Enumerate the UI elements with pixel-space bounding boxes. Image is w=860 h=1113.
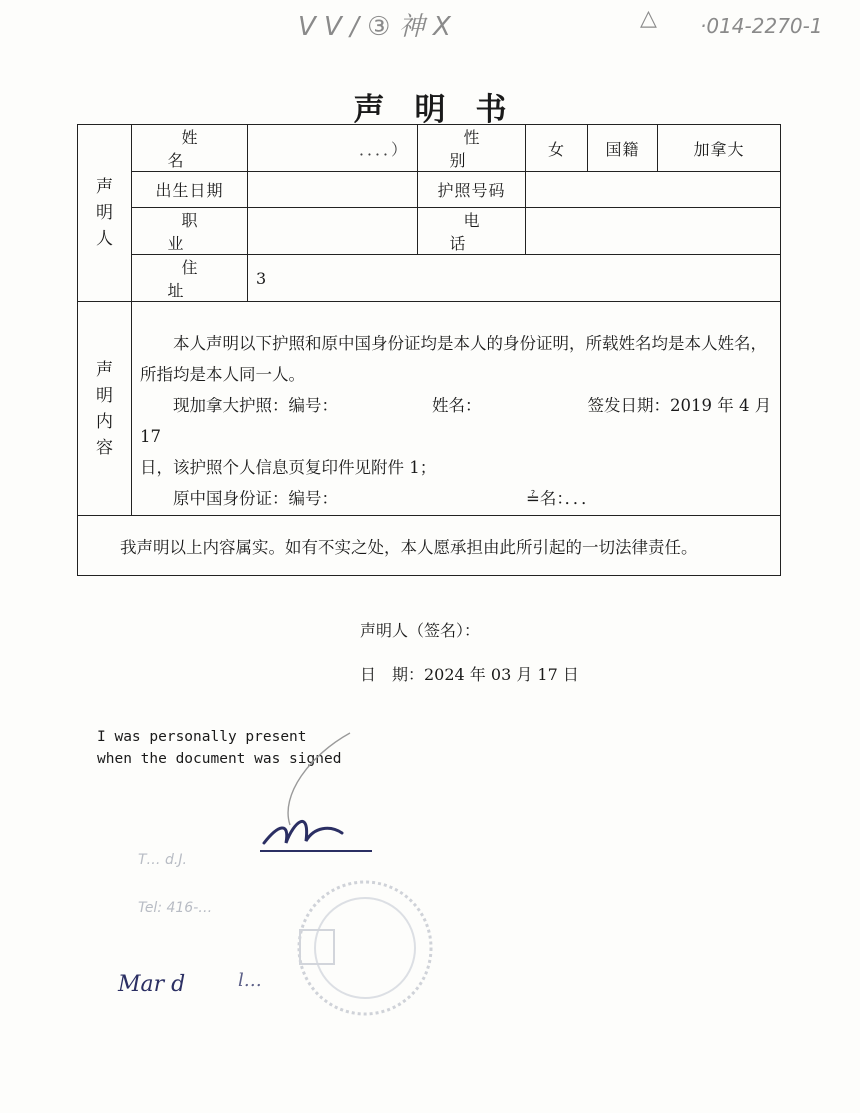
id-number-label: 原中国身份证：编号：	[173, 489, 338, 508]
passport-name-label: 姓名：	[432, 396, 482, 415]
passport-no-value	[526, 172, 781, 208]
faded-stamp-line-1: T… d.J.	[138, 852, 187, 868]
dob-value	[248, 172, 418, 208]
declaration-statement: 我声明以上内容属实。如有不实之处，本人愿承担由此所引起的一切法律责任。	[78, 516, 781, 576]
name-value: ．．．．）	[248, 125, 418, 172]
declaration-content	[132, 302, 781, 516]
passport-no-label: 护照号码	[418, 172, 526, 208]
passport-attachment-line: 日，该护照个人信息页复印件见附件 1；	[140, 458, 437, 477]
passport-line	[140, 390, 772, 452]
content-section-label: 声 明 内 容	[78, 302, 132, 516]
passport-issue-date: 签发日期：2019 年 4 月 17	[140, 396, 772, 446]
phone-value	[526, 208, 781, 255]
name-label: 姓名	[132, 125, 248, 172]
nationality-value: 加拿大	[658, 125, 781, 172]
address-label: 住址	[132, 255, 248, 302]
document-title: 声明书	[353, 92, 537, 128]
address-value: 3	[248, 255, 781, 302]
witness-note-line-1: I was personally present	[97, 729, 307, 745]
top-scrawl-left: V V / ③ 神 X	[298, 12, 451, 42]
phone-label: 电话	[418, 208, 526, 255]
top-scrawl-mid: △	[640, 6, 657, 31]
occupation-value	[248, 208, 418, 255]
declarant-section-label: 声 明 人	[78, 125, 132, 302]
date-line: 日 期：2024 年 03 月 17 日	[360, 665, 579, 684]
occupation-label: 职业	[132, 208, 248, 255]
declaration-form-table	[77, 124, 781, 576]
notary-seal-icon	[270, 868, 440, 1028]
nationality-label: 国籍	[588, 125, 658, 172]
id-card-line	[140, 483, 772, 514]
witness-signature-icon	[250, 725, 390, 860]
gender-label: 性别	[418, 125, 526, 172]
content-paragraph: 本人声明以下护照和原中国身份证均是本人的身份证明，所载姓名均是本人姓名，所指均是本人同一人。	[140, 334, 767, 384]
top-scrawl-right: ·014-2270-1	[700, 14, 823, 38]
id-name-label: ≟名：．．．	[526, 489, 598, 508]
faded-stamp-line-2: Tel: 416-…	[138, 900, 213, 916]
gender-value: 女	[526, 125, 588, 172]
dob-label: 出生日期	[132, 172, 248, 208]
witness-note-line-2: when the document was signed	[97, 751, 342, 767]
passport-number-label: 现加拿大护照：编号：	[173, 396, 338, 415]
handwritten-date: Mar d	[118, 972, 186, 997]
handwritten-fragment: l…	[238, 970, 262, 991]
signature-label: 声明人（签名）：	[360, 621, 481, 640]
